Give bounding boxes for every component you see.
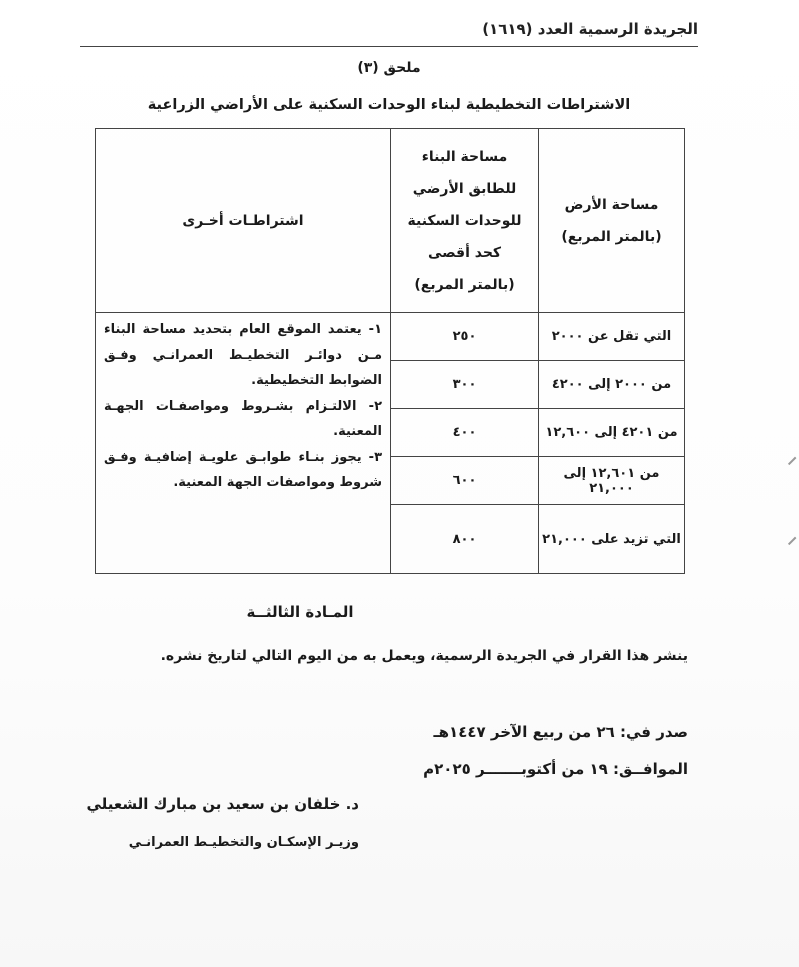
signatory-name: د. خلفان بن سعيد بن مبارك الشعيلي bbox=[86, 795, 359, 813]
condition-item: ٣- يجوز بنـاء طوابـق علويـة إضافيـة وفـق شروط ومواصفات الجهة المعنية. bbox=[104, 449, 382, 490]
land-area-cell: التي تزيد على ٢١,٠٠٠ bbox=[539, 505, 685, 574]
header-building-area-line: للطابق الأرضي bbox=[412, 180, 517, 197]
land-area-cell: من ٢٠٠٠ إلى ٤٢٠٠ bbox=[539, 361, 685, 409]
land-area-cell: من ١٢,٦٠١ إلى ٢١,٠٠٠ bbox=[539, 457, 685, 505]
header-land-area-unit: (بالمتر المربع) bbox=[561, 228, 662, 245]
annex-label: ملحق (٣) bbox=[357, 60, 421, 76]
page-edge-mark bbox=[788, 457, 796, 465]
header-building-area-line: كحد أقصى bbox=[427, 244, 502, 261]
corresponding-date: الموافــق: ١٩ من أكتوبـــــــر ٢٠٢٥م bbox=[423, 760, 688, 778]
land-area-cell: التي تقل عن ٢٠٠٠ bbox=[539, 313, 685, 361]
building-area-cell: ٦٠٠ bbox=[391, 457, 539, 505]
planning-requirements-table bbox=[95, 128, 685, 574]
header-building-area bbox=[391, 129, 539, 313]
header-other-conditions: اشتراطـات أخـرى bbox=[96, 129, 391, 313]
header-land-area bbox=[539, 129, 685, 313]
building-area-cell: ٣٠٠ bbox=[391, 361, 539, 409]
table-header-row bbox=[96, 129, 685, 313]
building-area-cell: ٤٠٠ bbox=[391, 409, 539, 457]
condition-item: ٢- الالتـزام بشـروط ومواصفـات الجهـة المعنية. bbox=[104, 398, 382, 439]
page-edge-mark bbox=[788, 537, 796, 545]
header-building-area-unit: (بالمتر المربع) bbox=[414, 276, 515, 293]
condition-item: ١- يعتمد الموقع العام بتحديد مساحة البناء مـن دوائـر التخطيـط العمرانـي وفـق الضوابط التخطيطية. bbox=[104, 322, 382, 388]
building-area-cell: ٢٥٠ bbox=[391, 313, 539, 361]
gazette-header: الجريدة الرسمية العدد (١٦١٩) bbox=[80, 20, 698, 47]
header-building-area-line: مساحة البناء bbox=[421, 148, 508, 165]
land-area-cell: من ٤٢٠١ إلى ١٢,٦٠٠ bbox=[539, 409, 685, 457]
issued-date: صدر في: ٢٦ من ربيع الآخر ١٤٤٧هـ bbox=[433, 723, 688, 741]
article-title: المـادة الثالثــة bbox=[246, 603, 354, 621]
table-title: الاشتراطات التخطيطية لبناء الوحدات السكنية على الأراضي الزراعية bbox=[147, 97, 631, 113]
table-row bbox=[96, 313, 685, 361]
building-area-cell: ٨٠٠ bbox=[391, 505, 539, 574]
article-text: ينشر هذا القرار في الجريدة الرسمية، ويعمل به من اليوم التالي لتاريخ نشره. bbox=[160, 648, 688, 664]
signatory-title: وزيـر الإسكـان والتخطيـط العمرانـي bbox=[128, 835, 359, 850]
other-conditions-cell bbox=[96, 313, 391, 574]
header-building-area-line: للوحدات السكنية bbox=[407, 212, 522, 229]
header-land-area-line: مساحة الأرض bbox=[564, 196, 659, 213]
